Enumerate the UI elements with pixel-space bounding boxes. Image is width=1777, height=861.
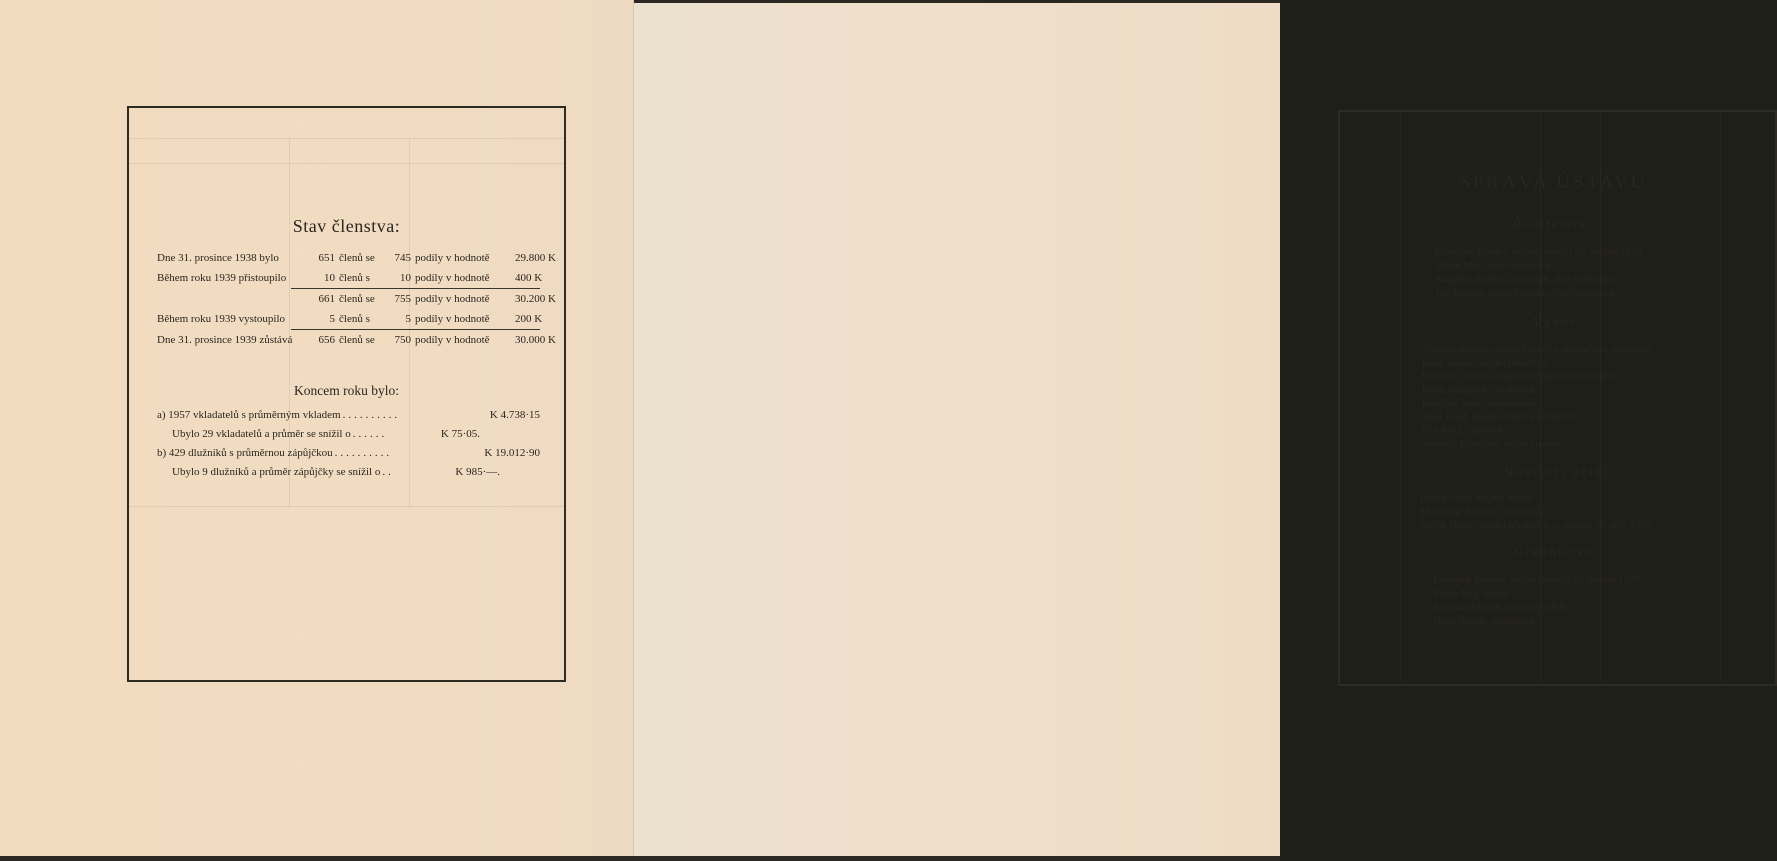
person-entry: Šefčík Hugo, soudní úředník v. v., zemřel 29. září 1939 [1420,520,1651,531]
person-entry: Vilém Máj, člen ředitelstva [1435,260,1550,272]
committee-list [1422,343,1651,451]
section-heading-auditors: Revisoři účtů: [1505,464,1610,479]
staff-list [1433,574,1639,628]
person-entry: Šlais Josef, majitel realit a pekařství [1422,411,1576,423]
person-entry: Bouc Jakub, majitel pekařství [1422,357,1547,369]
person-entry: Hugo Šimek, praktikant [1433,615,1535,627]
year-end-row: b) 429 dlužníků s průměrnou zápůjčkou .......... K 19.012·90 [157,447,540,459]
person-entry: Antonín Axamit, účetní úředník [1433,602,1567,613]
membership-row: Dne 31. prosince 1939 zůstává 656 členů se 750 podíly v hodnotě 30.000 K [157,334,556,346]
year-end-list [157,406,540,482]
year-end-title: Koncem roku bylo: [294,383,399,398]
person-entry: Holub Josef, majitel mlýna [1420,493,1534,504]
year-end-row: Ubylo 9 dlužníků a průměr zápůjčky se snížil o .. K 985·—. [172,466,500,478]
person-entry: Kohn František, obchodník [1422,384,1537,396]
bleed-through-line [129,163,564,164]
year-end-row: Ubylo 29 vkladatelů a průměr se snížil o ...... K 75·05. [172,428,480,440]
membership-table [157,248,556,350]
right-page-frame [1338,110,1777,686]
right-page [634,3,1656,858]
person-entry: Vavroch František, majitel domu [1422,438,1560,450]
membership-row: Dne 31. prosince 1938 bylo 651 členů se 745 podíly v hodnotě 29.800 K [157,252,556,264]
bleed-through-line [1400,112,1401,682]
scan-edge-shadow [0,856,1280,861]
person-entry: Vilímec Antonín, majitel realit a sklenářství, předseda [1422,344,1651,355]
administration-title: SPRÁVA ÚSTAVU: [1459,172,1656,193]
auditors-list [1420,492,1651,533]
membership-row: Během roku 1939 vystoupilo 5 členů s 5 podíly v hodnotě 200 K [157,313,543,325]
section-heading-board: Ředitelstvo: [1512,216,1603,231]
person-entry: Augustin Kohout, továrník, člen ředitelstva [1435,274,1618,285]
left-page-frame [127,106,566,682]
person-entry: František Forster, ředitel, zemřel 26. května 1939 [1433,575,1640,586]
membership-title: Stav členstva: [292,216,401,236]
person-entry: Jan Tramba, majitel domů, člen ředitelstva [1435,287,1614,299]
person-entry: Übl Josef, čalouník [1422,425,1504,436]
bleed-through-line [1720,112,1721,682]
left-page [0,0,634,858]
bleed-through-line [129,138,564,139]
section-heading-committee: Výbor: [1532,314,1583,329]
person-entry: Kubíček Josef, soukromník [1422,398,1536,409]
person-entry: Vilém Máj, účetní [1433,588,1510,600]
person-entry: Matějovič Marcel, obchodník [1420,506,1544,518]
year-end-row: a) 1957 vkladatelů s průměrným vkladem .......... K 4.738·15 [157,409,540,421]
membership-row: Během roku 1939 přistoupilo 10 členů s 10 podíly v hodnotě 400 K [157,272,543,284]
membership-row: 661 členů se 755 podíly v hodnotě 30.200 K [318,293,556,305]
bleed-through-line [129,506,564,507]
section-heading-staff: Úřednictvo: [1514,544,1601,559]
board-list [1435,246,1641,300]
person-entry: František Forster, ředitel, zemřel 26. května 1939 [1435,247,1642,258]
person-entry: Havlovic Václav, majitel strojního zámečnictví [1422,371,1619,382]
